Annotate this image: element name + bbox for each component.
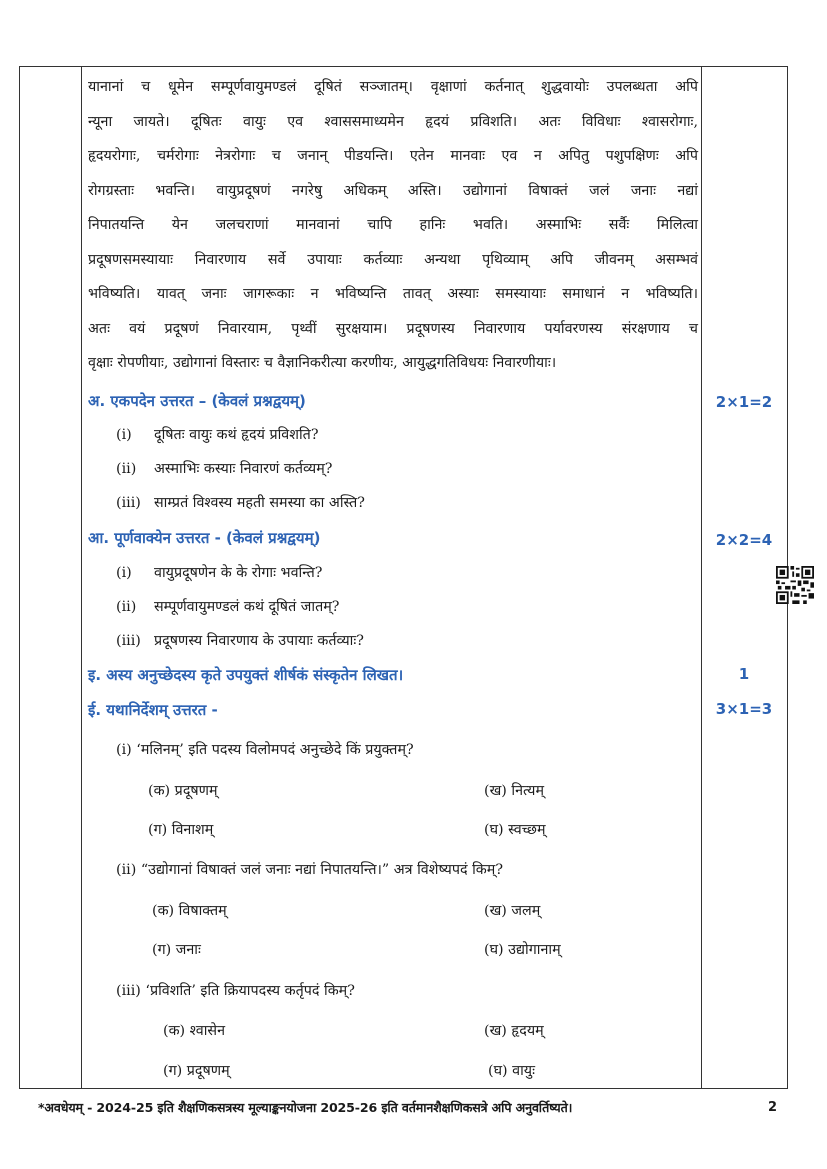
question-text: अस्माभिः कस्याः निवारणं कर्तव्यम्? [154,461,333,477]
question-item [116,631,364,650]
section-ii-marks: 3×1=3 [715,700,773,718]
question-text: प्रदूषणस्य निवारणाय के उपायाः कर्तव्याः? [154,633,364,649]
passage-line: अतः वयं प्रदूषणं निवारयाम, पृथ्वीं सुरक्षयाम। प्रदूषणस्य निवारणाय पर्यावरणस्य संरक्षणाय च [88,320,698,337]
passage-line: न्यूना जायते। दूषितः वायुः एव श्वाससमाध्यमेन हृदयं प्रविशति। अतः विविधाः श्वासरोगाः, [88,113,698,130]
option-kha: (ख) हृदयम् [484,1023,544,1039]
question-text: साम्प्रतं विश्वस्य महती समस्या का अस्ति? [154,495,365,511]
option-kha: (ख) नित्यम् [484,783,545,799]
question-text: वायुप्रदूषणेन के के रोगाः भवन्ति? [154,565,323,581]
option-ka: (क) विषाक्तम् [152,903,227,919]
question-text: सम्पूर्णवायुमण्डलं कथं दूषितं जातम्? [154,599,340,615]
question-text: (i) ‘मलिनम्’ इति पदस्य विलोमपदं अनुच्छेदे किं प्रयुक्तम्? [116,742,414,758]
option-gha: (घ) स्वच्छम् [484,822,546,838]
question-item [116,563,322,582]
question-text: (ii) “उद्योगानां विषाक्तं जलं जनाः नद्यां निपातयन्ति।” अत्र विशेष्यपदं किम्? [116,862,504,878]
passage-line: वृक्षाः रोपणीयाः, उद्योगानां विस्तारः च वैज्ञानिकरीत्या करणीयः, आयुद्धगतिविधयः निवारणीयाः। [88,355,557,371]
question-item [116,597,339,616]
passage-line: निपातयन्ति येन जलचराणां मानवानां चापि हानिः भवति। अस्माभिः सर्वैः मिलित्वा [88,217,698,233]
question-item [116,425,319,444]
qr-code-icon [776,566,814,604]
option-gha: (घ) वायुः [488,1063,535,1079]
question-number: (iii) [116,633,141,649]
option-ga: (ग) विनाशम् [148,822,214,838]
section-a-marks: 2×1=2 [715,393,773,411]
passage-line: प्रदूषणसमस्यायाः निवारणाय सर्वे उपायाः कर्तव्याः अन्यथा पृथिव्याम् अपि जीवनम् असम्भवं [88,251,698,268]
passage-line: यानानां च धूमेन सम्पूर्णवायुमण्डलं दूषितं सञ्जातम्। वृक्षाणां कर्तनात् शुद्धवायोः उपलब्धता अपि [88,79,698,95]
page-number: 2 [768,1100,778,1115]
option-gha: (घ) उद्योगानाम् [484,942,561,958]
option-ka: (क) प्रदूषणम् [148,783,218,799]
question-number: (ii) [116,599,137,615]
option-kha: (ख) जलम् [484,903,541,919]
section-a-heading: अ. एकपदेन उत्तरत – (केवलं प्रश्नद्वयम्) [88,392,306,410]
question-number: (i) [116,565,132,581]
question-number: (i) [116,427,132,443]
footer-note: *अवधेयम् - 2024-25 इति शैक्षणिकसत्रस्य मूल्याङ्कनयोजना 2025-26 इति वर्तमानशैक्षणिकसत्रे अपि अनुवर्तिष्यते। [38,1100,573,1115]
passage-line: भविष्यति। यावत् जनाः जागरूकाः न भविष्यन्ति तावत् अस्याः समस्यायाः समाधानं न भविष्यति। [88,286,698,302]
section-i-heading: इ. अस्य अनुच्छेदस्य कृते उपयुक्तं शीर्षकं संस्कृतेन लिखत। [88,666,404,684]
option-ga: (ग) जनाः [152,942,201,958]
section-ii-heading: ई. यथानिर्देशम् उत्तरत - [88,701,218,719]
table-divider-left [81,66,82,1089]
question-number: (ii) [116,461,137,477]
passage-line: हृदयरोगाः, चर्मरोगाः नेत्ररोगाः च जनान् पीडयन्ति। एतेन मानवाः एव न अपितु पशुपक्षिणः अपि [88,148,698,164]
passage-line: रोगग्रस्ताः भवन्ति। वायुप्रदूषणं नगरेषु अधिकम् अस्ति। उद्योगानां विषाक्तं जलं जनाः नद्यां [88,182,698,199]
question-text: दूषितः वायुः कथं हृदयं प्रविशति? [154,427,319,443]
question-item [116,459,332,478]
table-divider-right [701,66,702,1089]
section-i-marks: 1 [738,665,750,683]
question-text: (iii) ‘प्रविशति’ इति क्रियापदस्य कर्तृपदं किम्? [116,983,355,999]
passage [88,70,698,381]
section-aa-heading: आ. पूर्णवाक्येन उत्तरत - (केवलं प्रश्नद्वयम्) [88,529,321,547]
option-ga: (ग) प्रदूषणम् [163,1063,230,1079]
question-item [116,493,365,512]
question-number: (iii) [116,495,141,511]
option-ka: (क) श्वासेन [163,1023,226,1039]
section-aa-marks: 2×2=4 [715,531,773,549]
